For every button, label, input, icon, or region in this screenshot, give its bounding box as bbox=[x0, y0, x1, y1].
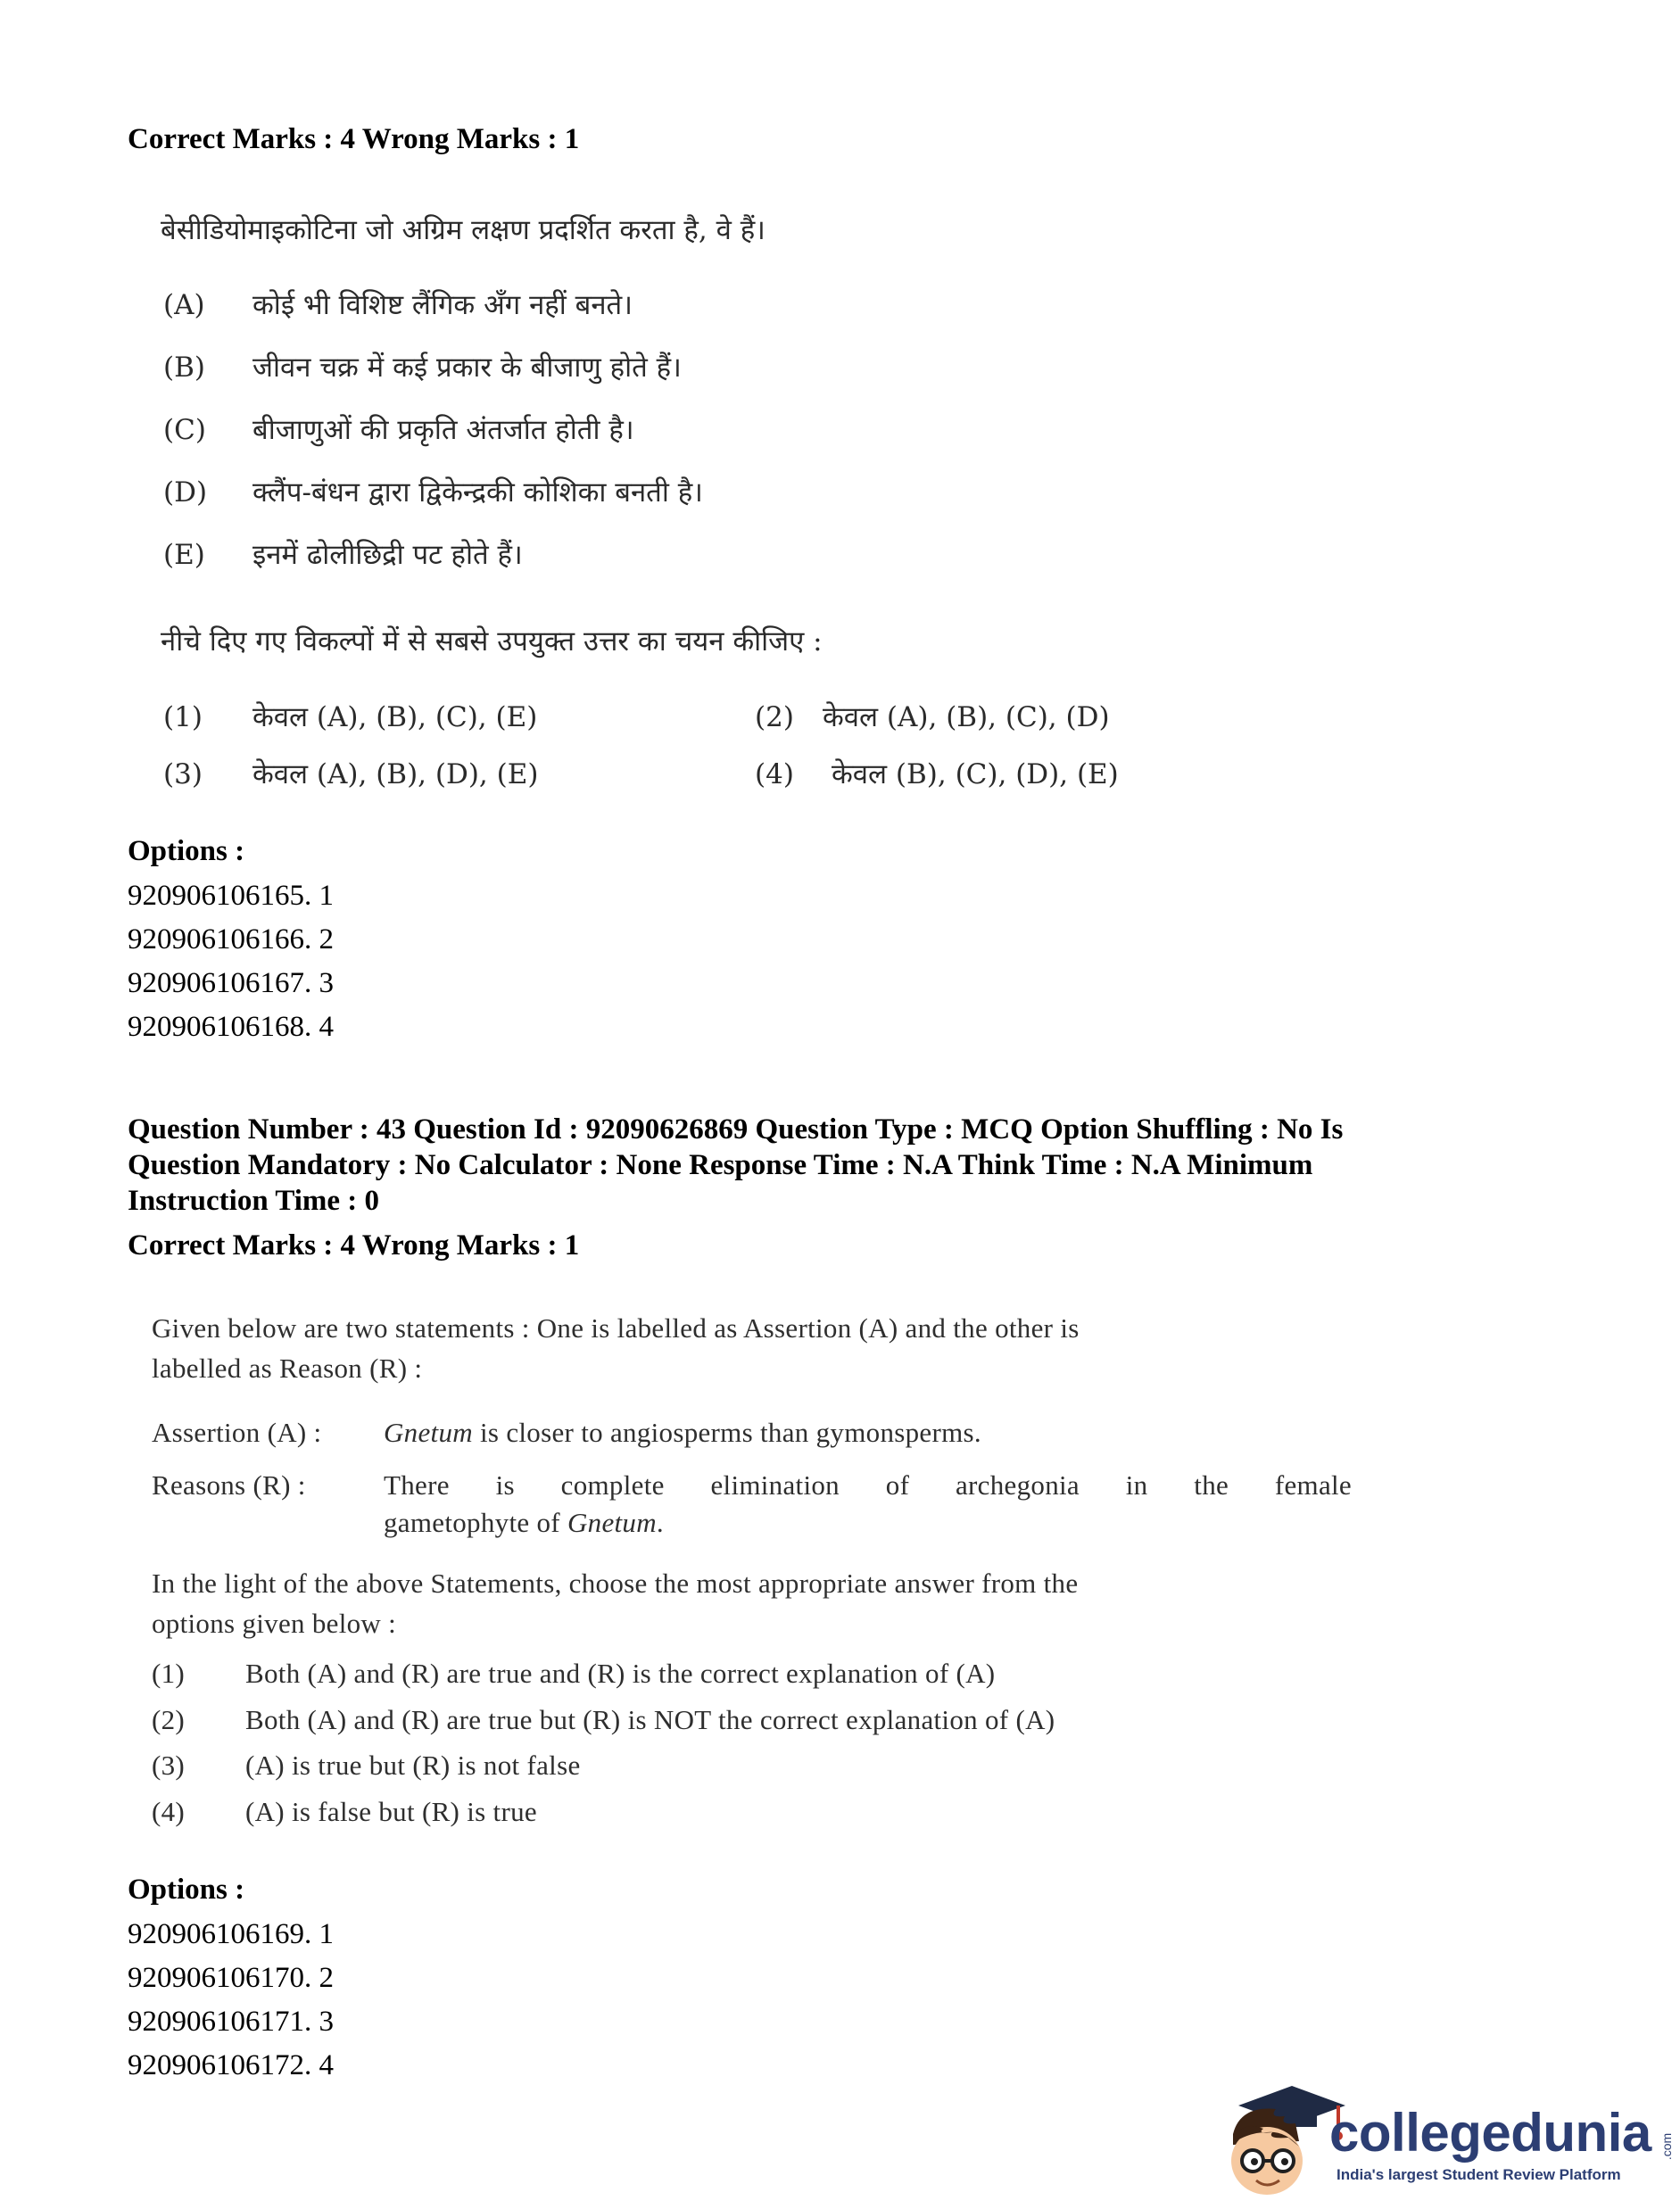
q43-choice-4 bbox=[152, 1796, 537, 1828]
choice-text: केवल (A), (B), (C), (D) bbox=[823, 701, 1110, 733]
choice-text: केवल (A), (B), (D), (E) bbox=[252, 758, 539, 790]
q43-meta-line: Question Number : 43 Question Id : 92090626869 Question Type : MCQ Option Shuffling : No Is bbox=[128, 1113, 1344, 1146]
option-item: 920906106168. 4 bbox=[128, 1011, 334, 1043]
reason-line2-suffix: . bbox=[656, 1507, 664, 1538]
q43-meta-line: Question Mandatory : No Calculator : None Response Time : N.A Think Time : N.A Minimum bbox=[128, 1149, 1313, 1181]
reason-italic-term: Gnetum bbox=[567, 1507, 657, 1538]
reason-line2 bbox=[384, 1504, 1352, 1542]
collegedunia-logo bbox=[1213, 2079, 1674, 2204]
statement-text: कोई भी विशिष्ट लैंगिक अँग नहीं बनते। bbox=[252, 289, 633, 321]
mascot-icon bbox=[1213, 2079, 1347, 2204]
q43-choice-2 bbox=[152, 1704, 1055, 1736]
statement-text: जीवन चक्र में कई प्रकार के बीजाणु होते हैं। bbox=[252, 352, 682, 384]
statement-label: (E) bbox=[163, 539, 205, 571]
q42-statement-a bbox=[163, 285, 633, 323]
choose-line: In the light of the above Statements, choose the most appropriate answer from the bbox=[152, 1568, 1079, 1599]
q42-options-heading: Options : bbox=[128, 835, 245, 867]
assertion-label: Assertion (A) : bbox=[152, 1417, 322, 1448]
option-item: 920906106170. 2 bbox=[128, 1962, 334, 1994]
statement-label: (A) bbox=[163, 289, 205, 321]
assertion-italic-term: Gnetum bbox=[384, 1417, 473, 1448]
q42-choice-1 bbox=[163, 698, 537, 735]
reason-label: Reasons (R) : bbox=[152, 1469, 306, 1501]
logo-domain: .com bbox=[1659, 2132, 1674, 2161]
q42-options-list bbox=[128, 874, 334, 1049]
q42-choice-4 bbox=[755, 755, 1119, 792]
choice-number: (2) bbox=[152, 1704, 186, 1735]
q43-options-list bbox=[128, 1913, 334, 2088]
option-item: 920906106166. 2 bbox=[128, 923, 334, 956]
option-item: 920906106169. 1 bbox=[128, 1918, 334, 1950]
q43-meta-line: Instruction Time : 0 bbox=[128, 1185, 380, 1217]
q42-instruction: नीचे दिए गए विकल्पों में से सबसे उपयुक्त उत्तर का चयन कीजिए : bbox=[161, 625, 823, 658]
choose-line: options given below : bbox=[152, 1608, 397, 1639]
option-item: 920906106167. 3 bbox=[128, 967, 334, 999]
q43-intro bbox=[152, 1308, 1080, 1388]
q43-intro-line: Given below are two statements : One is labelled as Assertion (A) and the other is bbox=[152, 1312, 1080, 1344]
reason-line1: There is complete elimination of archegonia in the female bbox=[384, 1469, 1352, 1501]
choice-text: केवल (A), (B), (C), (E) bbox=[252, 701, 538, 733]
q43-marks: Correct Marks : 4 Wrong Marks : 1 bbox=[128, 1229, 580, 1262]
q42-statement-e bbox=[163, 535, 523, 573]
q42-choice-2 bbox=[755, 698, 1110, 735]
choice-text: Both (A) and (R) are true and (R) is the correct explanation of (A) bbox=[245, 1658, 996, 1689]
q43-reason bbox=[152, 1467, 1352, 1542]
q43-choice-3 bbox=[152, 1750, 581, 1782]
option-item: 920906106165. 1 bbox=[128, 880, 334, 912]
q43-choice-1 bbox=[152, 1658, 995, 1690]
statement-label: (D) bbox=[163, 476, 208, 509]
option-item: 920906106172. 4 bbox=[128, 2049, 334, 2081]
choice-text: (A) is false but (R) is true bbox=[245, 1796, 537, 1827]
q43-meta bbox=[128, 1112, 1343, 1219]
logo-wordmark: collegedunia bbox=[1329, 2103, 1651, 2163]
q42-statement-c bbox=[163, 410, 634, 448]
q43-assertion bbox=[152, 1417, 981, 1449]
choice-number: (2) bbox=[755, 701, 794, 733]
choice-number: (3) bbox=[163, 758, 203, 790]
statement-text: इनमें ढोलीछिद्री पट होते हैं। bbox=[252, 539, 523, 571]
q42-statement-d bbox=[163, 473, 703, 510]
statement-text: बीजाणुओं की प्रकृति अंतर्जात होती है। bbox=[252, 414, 634, 446]
choice-text: (A) is true but (R) is not false bbox=[245, 1750, 581, 1781]
reason-line2-prefix: gametophyte of bbox=[384, 1507, 567, 1538]
q42-stem: बेसीडियोमाइकोटिना जो अग्रिम लक्षण प्रदर्शित करता है, वे हैं। bbox=[161, 214, 766, 246]
choice-text: केवल (B), (C), (D), (E) bbox=[832, 758, 1119, 790]
assertion-text: is closer to angiosperms than gymonsperms. bbox=[472, 1417, 981, 1448]
q42-marks: Correct Marks : 4 Wrong Marks : 1 bbox=[128, 123, 580, 155]
q43-options-heading: Options : bbox=[128, 1874, 245, 1906]
choice-number: (4) bbox=[755, 758, 794, 790]
choice-number: (3) bbox=[152, 1750, 186, 1781]
q42-statement-b bbox=[163, 348, 682, 385]
choice-text: Both (A) and (R) are true but (R) is NOT the correct explanation of (A) bbox=[245, 1704, 1055, 1735]
q43-intro-line: labelled as Reason (R) : bbox=[152, 1353, 423, 1384]
q43-choose bbox=[152, 1563, 1078, 1643]
statement-text: क्लैंप-बंधन द्वारा द्विकेन्द्रकी कोशिका बनती है। bbox=[252, 476, 703, 509]
logo-tagline: India's largest Student Review Platform bbox=[1337, 2166, 1621, 2183]
statement-label: (C) bbox=[163, 414, 206, 446]
statement-label: (B) bbox=[163, 352, 205, 384]
option-item: 920906106171. 3 bbox=[128, 2006, 334, 2038]
choice-number: (1) bbox=[152, 1658, 186, 1689]
choice-number: (4) bbox=[152, 1796, 186, 1827]
q42-choice-3 bbox=[163, 755, 538, 792]
choice-number: (1) bbox=[163, 701, 203, 733]
